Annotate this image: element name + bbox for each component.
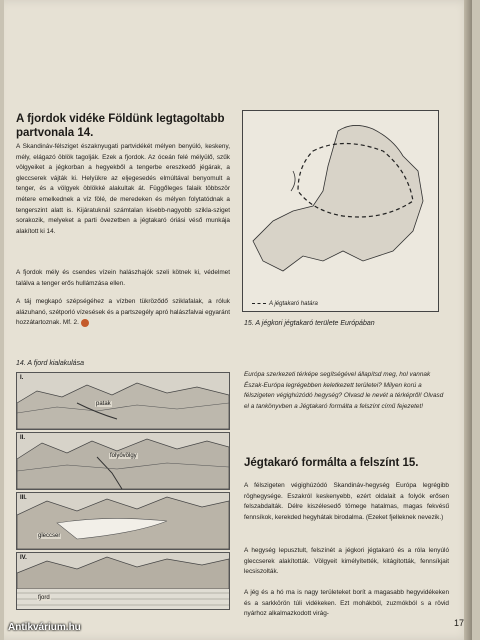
panel-2-tag: folyóvölgy <box>110 453 137 459</box>
book-page <box>4 0 472 640</box>
panel-1-label: I. <box>20 375 24 381</box>
watermark: Antikvárium.hu <box>8 622 81 633</box>
panel-3-tag: gleccser <box>38 533 61 539</box>
panel-4-tag: fjord <box>38 595 50 601</box>
fjord-panel-4 <box>16 552 230 610</box>
panel-3-label: III. <box>20 495 27 501</box>
figure-15-caption: 15. A jégkori jégtakaró területe Európában <box>244 320 375 327</box>
section-heading-fjords: A fjordok vidéke Földünk legtagoltabb partvonala 14. <box>16 113 225 139</box>
map-legend <box>252 301 318 307</box>
fjord-panel-2 <box>16 432 230 490</box>
panel-4-label: IV. <box>20 555 27 561</box>
figure-14-caption: 14. A fjord kialakulása <box>16 360 84 367</box>
section-heading-ice: Jégtakaró formálta a felszínt 15. <box>244 457 419 469</box>
workbook-ref-icon <box>81 319 89 327</box>
page-edge <box>464 0 472 640</box>
task-instructions: Európa szerkezeti térképe segítségével állapítsd meg, hol vannak Észak-Európa legrégebben keletkezett területei? Milyen korú a félszigeten végighúzódó hegység? Olvasd le nevét a térképről! Olvasd el a tankönyvben a Jégtakaró formálta a felszínt című fejezetet! <box>244 371 444 410</box>
map-legend-text: A jégtakaró határa <box>269 301 318 307</box>
paragraph-fjords: A Skandináv-félsziget északnyugati partvidékét mélyen benyúló, keskeny, mély, elágazó öblök tagolják. Ezek a fjordok. Az óceán felé mélyülő, szűk völgyeiket a jégkorban a hegyekből a tengerbe ereszkedő jégárak, a gleccserek vájták ki. Helyükre az eljegesedés elmúltával benyomult a tenger, és a völgyek öblökké alakultak át. Függőleges falaik többször métere emelkednek a víz fölé, de meredeken és mélyen folytatódnak a tengerszint alatt is. Kijáratuknál számtalan kisebb-nagyobb szikla-sziget sorakozik, melyeket a parti övezetben a jégtakaró óriási véső munkája alakított ki 14. <box>16 143 230 235</box>
paragraph-mountains: A félszigeten végighúzódó Skandináv-hegység Európa legrégibb röghegysége. Eszakról keskenyebb, ezért oldalait a folyók erősen felszabdalták. Délre kiszélesedő tömege hatalmas, magas fekvésű fennsíkok, kerekded hegyhátak birodalma. (Ezeket fjelleknek nevezik.) <box>244 482 449 521</box>
europe-ice-sheet-map <box>242 110 439 312</box>
fjord-panel-1 <box>16 372 230 430</box>
dashed-line-icon <box>252 303 266 304</box>
fjord-panel-3 <box>16 492 230 550</box>
paragraph-erosion: A hegység lepusztult, felszínét a jégkori jégtakaró és a róla lenyúló gleccserek alakították. Völgyeit kimélyítették, kitágították, fennsíkjait lecsiszolták. <box>244 547 449 576</box>
panel-2-label: II. <box>20 435 26 441</box>
paragraph-landscape-text: A táj megkapó szépségéhez a vízben tükröződő sziklafalak, a róluk alázuhanó, szétporló vízesések és a partszegély apró halászfalvai egyaránt hozzátartoznak. Mf. 2. <box>16 298 230 327</box>
page-number: 17 <box>454 618 465 628</box>
panel-1-tag: patak <box>96 401 111 407</box>
paragraph-snow: A jég és a hó ma is nagy területeket borít a magasabb hegyvidékeken és a sarkkörön túli vidékeken. Ezt mohákból, zuzmókból s a rövid nyárhoz alkalmazkodott virág- <box>244 589 449 618</box>
figure-14-fjord-formation <box>16 372 228 612</box>
paragraph-landscape <box>16 297 230 329</box>
paragraph-fjord-waters: A fjordok mély és csendes vízein halászhajók szeli kötnek ki, védelmet találva a tenger erős hullámzása ellen. <box>16 269 230 287</box>
